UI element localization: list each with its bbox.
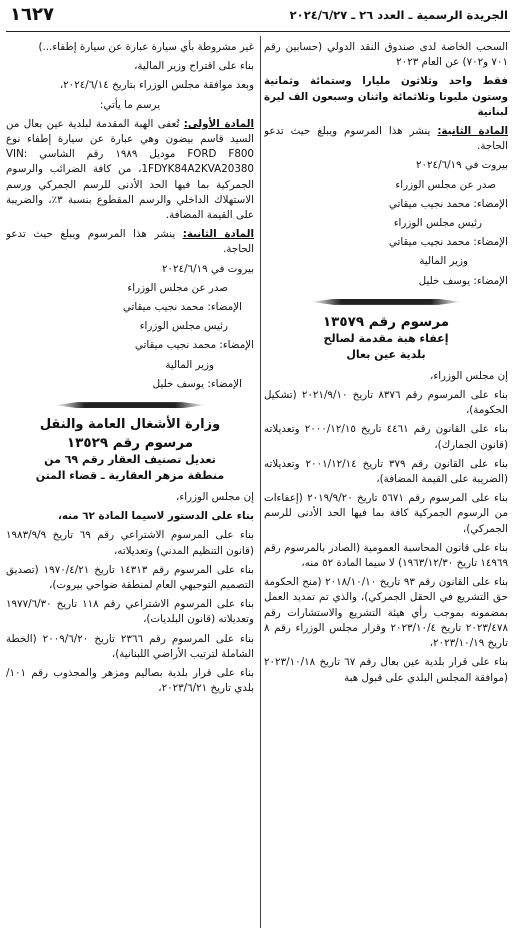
- signatory-title: وزير المالية: [419, 255, 468, 268]
- signature: الإمضاء: محمد نجيب ميقاتي: [388, 197, 508, 210]
- paragraph: وبعد موافقة مجلس الوزراء بتاريخ ٢٠٢٤/٦/١٤،: [59, 79, 254, 92]
- signatory-title: رئيس مجلس الوزراء: [393, 217, 482, 230]
- left-column: [6, 40, 254, 701]
- article-text: تُعفى الهبة المقدمة لبلدية عين بعال من السيد قاسم بيضون وهي عبارة عن سيارة إطفاء نوع FORD F800 موديل ١٩٨٩ رقم الشاسي VIN: 1FDYK84A2KVA20380، من كافة الضرائب والرسوم الجمركية بما فيها الحد الأدنى للرسم الجمركي ورسم الاستهلاك الداخلي والرسم المقطوع بنسبة ٣٪، والضريبة على القيمة المضافة.: [6, 117, 254, 222]
- issued-by: صدر عن مجلس الوزراء: [127, 281, 228, 294]
- considerant: بناء على القانون رقم ٣٧٩ تاريخ ٢٠٠١/١٢/١٤ وتعديلاته (الضريبة على القيمة المضافة)،: [264, 457, 508, 486]
- paragraph: غير مشروطة بأي سيارة عبارة عن سيارة إطفاء...): [38, 41, 254, 53]
- considerant: بناء على قانون المحاسبة العمومية (الصادر بالمرسوم رقم ١٤٩٦٩ تاريخ ١٩٦٣/١٢/٣٠) لا سيما المادة ٥٢ منه،: [264, 541, 508, 570]
- decree-subtitle: بلدية عين بعال: [346, 347, 426, 361]
- considerant: بناء على القانون رقم ٩٣ تاريخ ٢٠١٨/١٠/١٠ (منح الحكومة حق التشريع في الحقل الجمركي)، والذي تم تمديد العمل بمضمونه بموجب رأي هيئة التشريع والاستشارات رقم ٢٠٢٣/٤٧٨ تاريخ ٢٠٢٣/١٠/٤ وقرار مجلس الوزراء رقم ٨ تاريخ ٢٠٢٣/١٠/١٩،: [264, 576, 508, 650]
- page-header: [0, 0, 516, 34]
- issued-by: صدر عن مجلس الوزراء: [395, 178, 496, 191]
- article-label: المادة الثانية:: [437, 125, 508, 138]
- place-date: بيروت في ٢٠٢٤/٦/١٩: [415, 159, 508, 172]
- amount-in-words: فقط واحد وثلاثون مليارا وستمائة وثمانية وستون مليونا وثلاثمائة واثنان وسبعون الف ليرة لبنانية: [264, 75, 508, 118]
- considerant: بناء على المرسوم رقم ١٤٣١٣ تاريخ ١٩٧٠/٤/٢١ (تصديق التصميم التوجيهي العام لمنطقة ضواحي بيروت)،: [6, 563, 254, 592]
- section-separator: [55, 402, 205, 408]
- signature: الإمضاء: يوسف خليل: [152, 377, 242, 390]
- considerant: بناء على المرسوم رقم ٨٣٧٦ تاريخ ٢٠٢١/٩/١٠ (تشكيل الحكومة)،: [264, 389, 508, 417]
- considerant: بناء على المرسوم الاشتراعي رقم ١١٨ تاريخ ١٩٧٧/٦/٣٠ وتعديلاته (قانون البلديات)،: [6, 598, 254, 626]
- place-date: بيروت في ٢٠٢٤/٦/١٩: [161, 262, 254, 275]
- article-text: ينشر هذا المرسوم ويبلغ حيث تدعو الحاجة.: [264, 125, 508, 153]
- paragraph: بناء على اقتراح وزير المالية،: [134, 60, 254, 73]
- article-1: [6, 117, 254, 223]
- signatory-title: وزير المالية: [165, 358, 214, 371]
- considerant: بناء على القانون رقم ٤٤٦١ تاريخ ٢٠٠٠/١٢/١٥ وتعديلاته (قانون الجمارك)،: [264, 423, 508, 451]
- signature: الإمضاء: يوسف خليل: [418, 274, 508, 287]
- paragraph: السحب الخاصة لدى صندوق النقد الدولي (حسابين رقم ٧٠١ و٧٠٢) عن العام ٢٠٢٣: [264, 41, 508, 69]
- decree-subtitle: منطقة مزهر العقارية ـ قضاء المتن: [35, 469, 225, 483]
- considerant: بناء على قرار بلدية بصاليم ومزهر والمجذوب رقم ١٠١/ بلدي تاريخ ٢٠٢٣/٦/٢١،: [6, 667, 254, 695]
- right-column: [264, 40, 508, 690]
- article-2: [264, 124, 508, 154]
- signature: الإمضاء: محمد نجيب ميقاتي: [388, 236, 508, 249]
- article-2: [6, 227, 254, 257]
- decree-subtitle: تعديل تصنيف العقار رقم ٦٩ من: [44, 453, 216, 467]
- decree-opening: إن مجلس الوزراء،: [176, 491, 254, 504]
- section-separator: [311, 299, 461, 305]
- signature: الإمضاء: محمد نجيب ميقاتي: [134, 339, 254, 352]
- considerant: بناء على الدستور لاسيما المادة ٦٢ منه،: [57, 510, 254, 523]
- considerant: بناء على المرسوم رقم ٢٣٦٦ تاريخ ٢٠٠٩/٦/٢٠ (الخطة الشاملة لترتيب الأراضي اللبنانية)،: [6, 632, 254, 660]
- header-rule: [6, 31, 510, 32]
- decree-formula: يرسم ما يأتي:: [99, 98, 161, 111]
- gazette-title: الجريدة الرسمية ـ العدد ٢٦ ـ ٢٠٢٤/٦/٢٧: [289, 8, 508, 22]
- ministry-heading: وزارة الأشغال العامة والنقل: [39, 417, 221, 433]
- decree-title: مرسوم رقم ١٣٥٧٩: [322, 313, 450, 330]
- signatory-title: رئيس مجلس الوزراء: [139, 320, 228, 333]
- decree-subtitle: إعفاء هبة مقدمة لصالح: [323, 331, 449, 345]
- considerant: بناء على المرسوم رقم ٥٦٧١ تاريخ ٢٠١٩/٩/٢٠ (إعفاءات من الرسوم الجمركية كافة بما فيها الحد الأدنى للرسم الجمركي)،: [264, 492, 508, 535]
- article-label: المادة الأولى:: [183, 117, 254, 130]
- article-label: المادة الثانية:: [182, 228, 254, 241]
- decree-title: مرسوم رقم ١٣٥٢٩: [66, 435, 194, 452]
- signature: الإمضاء: محمد نجيب ميقاتي: [122, 301, 242, 314]
- page-number: ١٦٢٧: [10, 4, 54, 25]
- considerant: بناء على المرسوم الاشتراعي رقم ٦٩ تاريخ ١٩٨٣/٩/٩ (قانون التنظيم المدني) وتعديلاته،: [6, 529, 254, 557]
- considerant: بناء على قرار بلدية عين بعال رقم ٦٧ تاريخ ٢٠٢٣/١٠/١٨ (موافقة المجلس البلدي على قبول هبة: [264, 656, 508, 684]
- decree-opening: إن مجلس الوزراء،: [430, 369, 508, 382]
- column-divider: [260, 36, 261, 928]
- article-text: ينشر هذا المرسوم ويبلغ حيث تدعو الحاجة.: [6, 228, 254, 256]
